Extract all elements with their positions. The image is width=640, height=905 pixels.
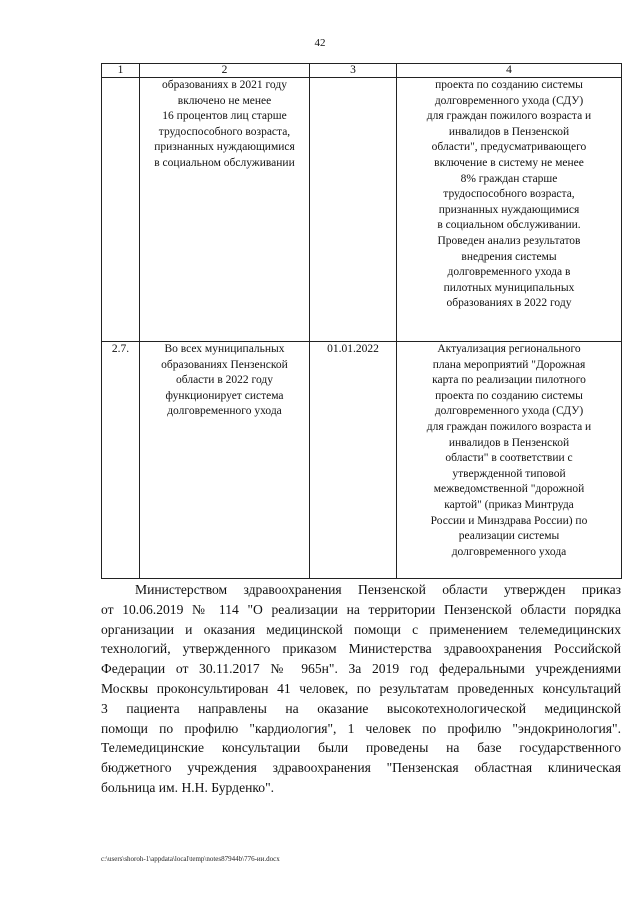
paragraph-line: бюджетного учреждения здравоохранения "Пензенская областная клиническая — [101, 760, 621, 776]
text-line: образованиях Пензенской — [161, 358, 288, 371]
text-line: долговременного ухода — [451, 545, 567, 558]
text-line: пилотных муниципальных — [443, 281, 575, 294]
text-line: долговременного ухода в — [447, 266, 571, 279]
text-line: образованиях в 2022 году — [446, 297, 572, 310]
text-line: области", предусматривающего — [431, 141, 587, 154]
document-table — [101, 63, 622, 579]
text-line: в социальном обслуживании. — [437, 219, 581, 232]
text-line: в социальном обслуживании — [154, 156, 295, 169]
result-cell — [140, 342, 310, 579]
text-line: функционирует система — [165, 389, 284, 402]
page-number: 42 — [314, 37, 326, 49]
paragraph-line: технологий, утвержденного приказом Министерства здравоохранения Российской — [101, 641, 621, 657]
text-line: включение в систему не менее — [434, 156, 584, 169]
paragraph-line: от 10.06.2019 № 114 "О реализации на территории Пензенской области порядка — [101, 601, 621, 617]
text-line: инвалидов в Пензенской — [448, 125, 570, 138]
header-cell-1: 1 — [102, 64, 140, 78]
date-cell — [310, 78, 397, 342]
text-line: трудоспособного возраста, — [443, 188, 575, 201]
text-line: 8% граждан старше — [460, 172, 558, 185]
text-line: для граждан пожилого возраста и — [426, 110, 592, 123]
row-number-cell: 2.7. — [102, 342, 140, 579]
paragraph-line: Федерации от 30.11.2017 № 965н". За 2019 год федеральными учреждениями — [101, 661, 621, 677]
text-line: России и Минздрава России) по — [430, 514, 588, 527]
table-row — [102, 342, 622, 579]
measures-cell — [397, 78, 622, 342]
text-line: картой" (приказ Минтруда — [444, 498, 574, 511]
body-paragraph — [101, 580, 621, 798]
text-line: межведомственной "дорожной — [433, 483, 585, 496]
paragraph-line: организации и оказания медицинской помощи с применением телемедицинских — [101, 621, 621, 637]
text-line: карта по реализации пилотного — [432, 374, 586, 387]
text-line: проекта по созданию системы — [435, 389, 583, 402]
text-line: инвалидов в Пензенской — [448, 436, 570, 449]
text-line: области" в соответствии с — [445, 452, 573, 465]
paragraph-line: 3 пациента направлены на оказание высокотехнологической медицинской — [101, 700, 621, 716]
table-row — [102, 78, 622, 342]
paragraph-line: Министерством здравоохранения Пензенской области утвержден приказ — [135, 582, 621, 597]
text-line: плана мероприятий "Дорожная — [432, 358, 586, 371]
paragraph-line: Телемедицинские консультации были проведены на базе государственного — [101, 740, 621, 756]
text-line: реализации системы — [458, 530, 560, 543]
header-cell-3: 3 — [310, 64, 397, 78]
footer-file-path: c:\users\shoroh-1\appdata\local\temp\notes87944b\776-ии.docx — [101, 855, 280, 863]
text-line: признанных нуждающимися — [438, 203, 580, 216]
date-cell: 01.01.2022 — [310, 342, 397, 579]
text-line: долговременного ухода — [167, 405, 282, 418]
header-cell-2: 2 — [140, 64, 310, 78]
row-number-cell — [102, 78, 140, 342]
text-line: Во всех муниципальных — [164, 343, 285, 355]
text-line: долговременного ухода (СДУ) — [434, 405, 584, 418]
text-line: области в 2022 году — [176, 374, 273, 387]
paragraph-line: Москвы проконсультирован 41 человек, по результатам проведенных консультаций — [101, 680, 621, 696]
text-line: внедрения системы — [461, 250, 557, 263]
text-line: образованиях в 2021 году — [162, 79, 287, 91]
paragraph-line: больница им. Н.Н. Бурденко". — [101, 779, 275, 795]
measures-cell — [397, 342, 622, 579]
text-line: проекта по созданию системы — [435, 79, 583, 91]
paragraph-line: помощи по профилю "кардиология", 1 человек по профилю "эндокринология". — [101, 720, 621, 736]
text-line: трудоспособного возраста, — [158, 125, 291, 138]
text-line: для граждан пожилого возраста и — [426, 420, 592, 433]
text-line: долговременного ухода (СДУ) — [434, 94, 584, 107]
text-line: утвержденной типовой — [452, 467, 566, 480]
text-line: Проведен анализ результатов — [437, 234, 581, 247]
text-line: признанных нуждающимися — [154, 141, 295, 154]
text-line: 16 процентов лиц старше — [162, 110, 287, 123]
result-cell — [140, 78, 310, 342]
text-line: Актуализация регионального — [437, 343, 581, 355]
text-line: включено не менее — [177, 94, 272, 107]
header-cell-4: 4 — [397, 64, 622, 78]
table-header-row — [102, 64, 622, 78]
